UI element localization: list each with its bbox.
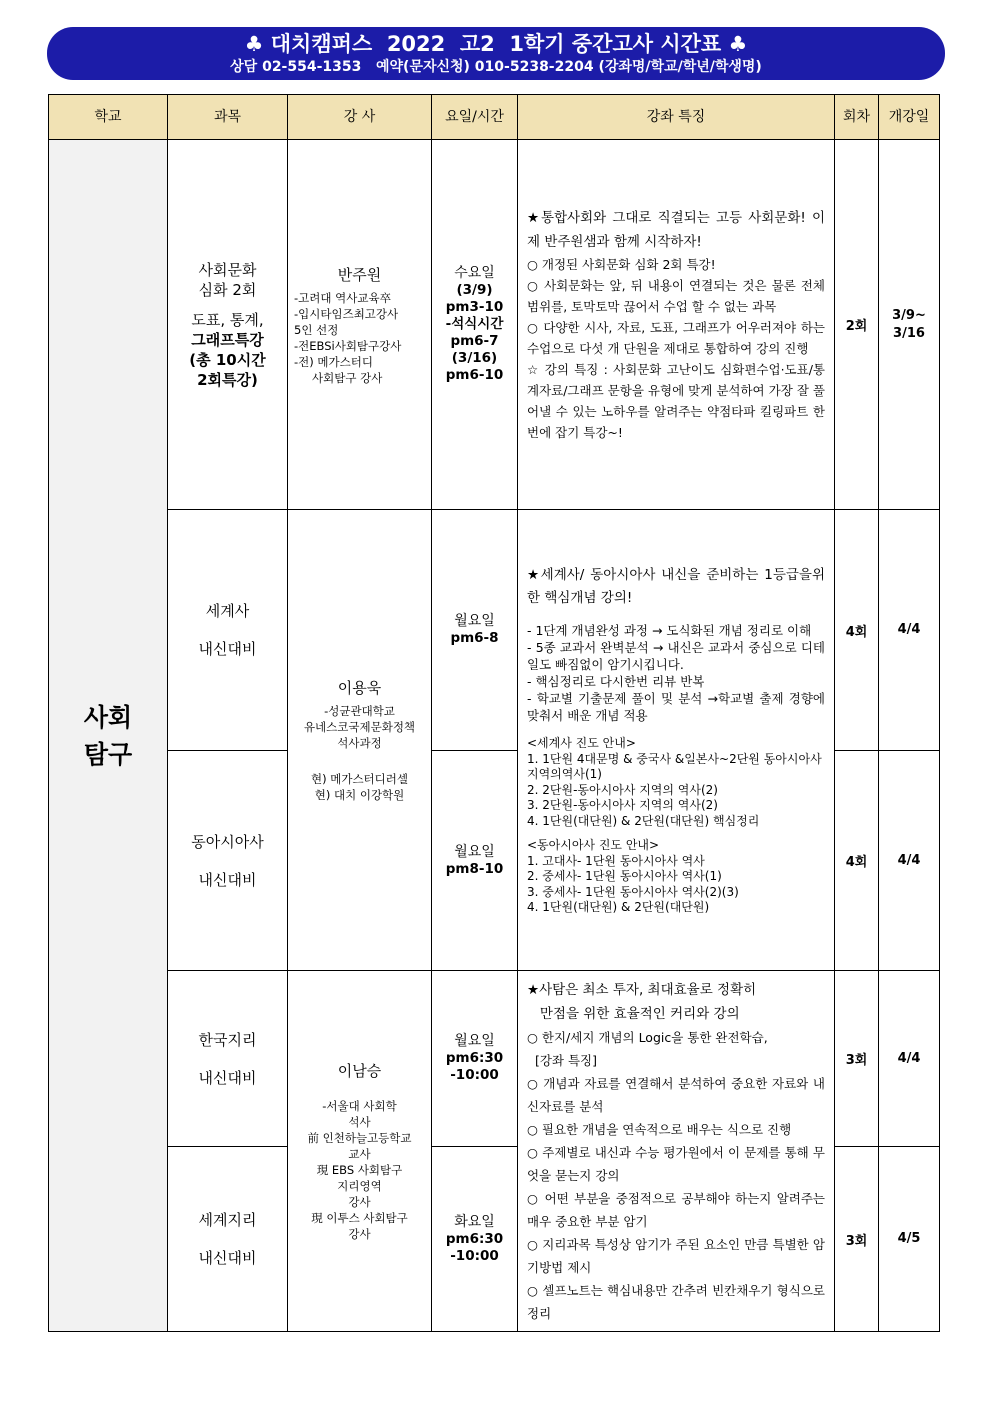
features-cell	[518, 510, 835, 971]
time-line: 월요일	[454, 1033, 495, 1049]
start-date-cell: 4/4	[879, 751, 940, 971]
time-line: pm6:30	[445, 1050, 504, 1066]
time-line: 화요일	[454, 1213, 495, 1230]
feature-line: <동아시아사 진도 안내>	[527, 838, 660, 853]
teacher-info-line: 지리영역	[337, 1179, 382, 1193]
time-cell	[432, 510, 518, 751]
header-row	[49, 95, 940, 140]
start-date-cell: 4/4	[879, 510, 940, 751]
count-cell: 4회	[835, 510, 879, 751]
count-cell: 3회	[835, 971, 879, 1147]
time-line: pm6-7	[450, 333, 499, 349]
time-line: pm6:30	[445, 1230, 504, 1247]
table-row	[49, 140, 940, 510]
subject-cell	[168, 971, 288, 1147]
feature-line: 2. 중세사- 1단원 동아시아사 역사(1)	[527, 869, 722, 884]
feature-line: ★통합사회와 그대로 직결되는 고등 사회문화! 이제 반주원샘과 함께 시작하자!	[527, 210, 825, 250]
time-line: 수요일	[454, 265, 495, 281]
feature-line: ○ 다양한 시사, 자료, 도표, 그래프가 어우러져야 하는 수업으로 다섯 개 단원을 제대로 통합하여 강의 진행	[527, 320, 825, 356]
feature-line: - 5종 교과서 완벽분석 → 내신은 교과서 중심으로 디테일도 빠짐없이 암기시킵니다.	[527, 640, 825, 673]
subject-line: 내신대비	[198, 640, 257, 658]
teacher-info-line: 現 이투스 사회탐구	[311, 1211, 408, 1225]
banner-title: ♣ 대치캠퍼스 2022 고2 1학기 중간고사 시간표 ♣	[244, 32, 748, 56]
subject-line: 그래프특강	[191, 330, 264, 349]
school-cell: 사회 탐구	[49, 140, 168, 1332]
teacher-info-line: 현) 대치 이강학원	[314, 788, 405, 802]
feature-line: ☆ 강의 특징 : 사회문화 고난이도 심화편수업·도표/통계자료/그래프 문항을 유형에 맞게 분석하여 가장 잘 풀어낼 수 있는 노하우를 알려주는 약점타파 킬링파트 한 번에 잡기 특강~!	[527, 362, 825, 440]
time-line: 월요일	[454, 613, 495, 629]
header-start: 개강일	[879, 95, 940, 140]
feature-line: ○ 개념과 자료를 연결해서 분석하여 중요한 자료와 내신자료를 분석	[527, 1075, 825, 1114]
time-line: pm3-10	[445, 299, 504, 315]
features-cell	[518, 140, 835, 510]
teacher-info-line: -입시타임즈최고강사	[294, 306, 399, 321]
feature-line: <세계사 진도 안내>	[527, 736, 636, 751]
header-features: 강좌 특징	[518, 95, 835, 140]
header-subject: 과목	[168, 95, 288, 140]
count-cell: 2회	[835, 140, 879, 510]
feature-line: ○ 한지/세지 개념의 Logic을 통한 완전학습,	[527, 1029, 768, 1045]
feature-line: 4. 1단원(대단원) & 2단원(대단원)	[527, 900, 710, 915]
feature-line: ★사탐은 최소 투자, 최대효율로 정확히	[527, 981, 757, 998]
feature-line: - 핵심정리로 다시한번 리뷰 반복	[527, 674, 705, 690]
feature-line: - 학교별 기출문제 풀이 및 분석 →학교별 출제 경향에 맞춰서 배운 개념 적용	[527, 691, 825, 724]
teacher-info-line: -성균관대학교	[324, 704, 395, 718]
time-cell	[432, 1147, 518, 1332]
time-line: -10:00	[450, 1247, 499, 1264]
time-line: 월요일	[454, 843, 495, 860]
teacher-cell	[288, 971, 432, 1332]
header-count: 회차	[835, 95, 879, 140]
subject-line: 한국지리	[198, 1030, 257, 1049]
teacher-info-line: 現 EBS 사회탐구	[316, 1163, 403, 1177]
subject-cell	[168, 1147, 288, 1332]
header-teacher: 강 사	[288, 95, 432, 140]
feature-line: 2. 2단원-동아시아사 지역의 역사(2)	[527, 782, 718, 797]
subject-line: 내신대비	[198, 1249, 257, 1267]
teacher-info-line: 교사	[348, 1147, 371, 1161]
start-date-cell: 4/5	[879, 1147, 940, 1332]
feature-line: 3. 중세사- 1단원 동아시아사 역사(2)(3)	[527, 884, 739, 899]
teacher-info-line: 강사	[348, 1195, 371, 1209]
feature-line: ★세계사/ 동아시아사 내신을 준비하는 1등급을위한 핵심개념 강의!	[527, 567, 825, 607]
title-banner	[47, 27, 945, 80]
start-date-cell: 4/4	[879, 971, 940, 1147]
time-cell	[432, 140, 518, 510]
teacher-info-line: -전EBSi사회탐구강사	[294, 338, 402, 353]
subject-cell	[168, 751, 288, 971]
feature-line: - 1단계 개념완성 과정 → 도식화된 개념 정리로 이해	[527, 623, 812, 639]
teacher-name: 이남승	[337, 1062, 382, 1080]
feature-line: 3. 2단원-동아시아사 지역의 역사(2)	[527, 798, 718, 813]
teacher-info-line: -전) 메가스터디	[294, 354, 373, 369]
subject-line: 사회문화	[198, 260, 257, 279]
feature-line: ○ 셀프노트는 핵심내용만 간추려 빈칸채우기 형식으로 정리	[527, 1282, 825, 1321]
schedule-table	[48, 94, 940, 1332]
feature-line: 1. 고대사- 1단원 동아시아사 역사	[527, 853, 705, 868]
feature-line: ○ 주제별로 내신과 수능 평가원에서 이 문제를 통해 무엇을 묻는지 강의	[527, 1144, 825, 1183]
features-cell	[518, 971, 835, 1332]
feature-line: 4. 1단원(대단원) & 2단원(대단원) 핵심정리	[527, 813, 760, 828]
teacher-info-line: 강사	[348, 1227, 371, 1241]
teacher-cell	[288, 510, 432, 971]
subject-cell	[168, 140, 288, 510]
header-time: 요일/시간	[432, 95, 518, 140]
subject-line: 심화 2회	[198, 280, 257, 299]
count-cell: 3회	[835, 1147, 879, 1332]
time-line: pm8-10	[445, 860, 504, 877]
table-row	[49, 971, 940, 1147]
subject-line: 내신대비	[198, 1068, 257, 1087]
teacher-cell	[288, 140, 432, 510]
feature-line: ○ 개정된 사회문화 심화 2회 특강!	[527, 257, 716, 272]
subject-line: 세계지리	[198, 1211, 257, 1229]
teacher-name: 이용욱	[337, 679, 382, 697]
subject-line: 2회특강)	[197, 370, 258, 389]
time-line: (3/9)	[456, 282, 493, 298]
feature-line: ○ 필요한 개념을 연속적으로 배우는 식으로 진행	[527, 1121, 792, 1137]
feature-line: [강좌 특징]	[527, 1052, 597, 1068]
time-cell	[432, 971, 518, 1147]
subject-line: 도표, 통계,	[191, 310, 264, 329]
teacher-info-line: 사회탐구 강사	[312, 370, 383, 385]
subject-line: 내신대비	[198, 870, 257, 889]
teacher-info-line: 석사과정	[337, 736, 382, 750]
time-cell	[432, 751, 518, 971]
feature-line: 1. 1단원 4대문명 & 중국사 &일본사~2단원 동아시아사 지역의역사(1)	[527, 751, 822, 782]
subject-line: (총 10시간	[189, 350, 266, 369]
teacher-info	[288, 290, 431, 386]
feature-line: ○ 어떤 부분을 중점적으로 공부해야 하는지 알려주는 매우 중요한 부분 암기	[527, 1190, 825, 1229]
teacher-info-line: 현) 메가스터디러셀	[310, 772, 408, 786]
subject-cell	[168, 510, 288, 751]
time-line: -10:00	[450, 1067, 499, 1083]
teacher-info-line: 석사	[348, 1115, 371, 1129]
teacher-info-line: 유네스코국제문화정책	[303, 720, 416, 734]
time-line: (3/16)	[451, 350, 498, 366]
feature-line: 만점을 위한 효율적인 커리와 강의	[527, 1005, 740, 1022]
teacher-name: 반주원	[337, 265, 382, 284]
teacher-info-line: -서울대 사회학	[322, 1099, 397, 1113]
feature-line: ○ 지리과목 특성상 암기가 주된 요소인 만큼 특별한 암기방법 제시	[527, 1236, 825, 1275]
header-school: 학교	[49, 95, 168, 140]
teacher-info-line: -고려대 역사교육卒	[294, 290, 392, 305]
subject-line: 세계사	[205, 602, 250, 620]
feature-line: ○ 사회문화는 앞, 뒤 내용이 연결되는 것은 물론 전체 범위를, 토막토막 끊어서 수업 할 수 없는 과목	[527, 278, 825, 314]
subject-line: 동아시아사	[191, 832, 264, 851]
teacher-info-line: 前 인천하늘고등학교	[307, 1131, 412, 1145]
teacher-info-line: 5인 선정	[294, 322, 339, 337]
count-cell: 4회	[835, 751, 879, 971]
time-line: pm6-8	[450, 630, 499, 646]
table-row	[49, 510, 940, 751]
time-line: -석식시간	[445, 316, 504, 332]
start-date-cell: 3/9~ 3/16	[879, 140, 940, 510]
banner-contact: 상담 02-554-1353 예약(문자신청) 010-5238-2204 (강좌명/학교/학년/학생명)	[230, 59, 762, 75]
time-line: pm6-10	[445, 367, 504, 383]
